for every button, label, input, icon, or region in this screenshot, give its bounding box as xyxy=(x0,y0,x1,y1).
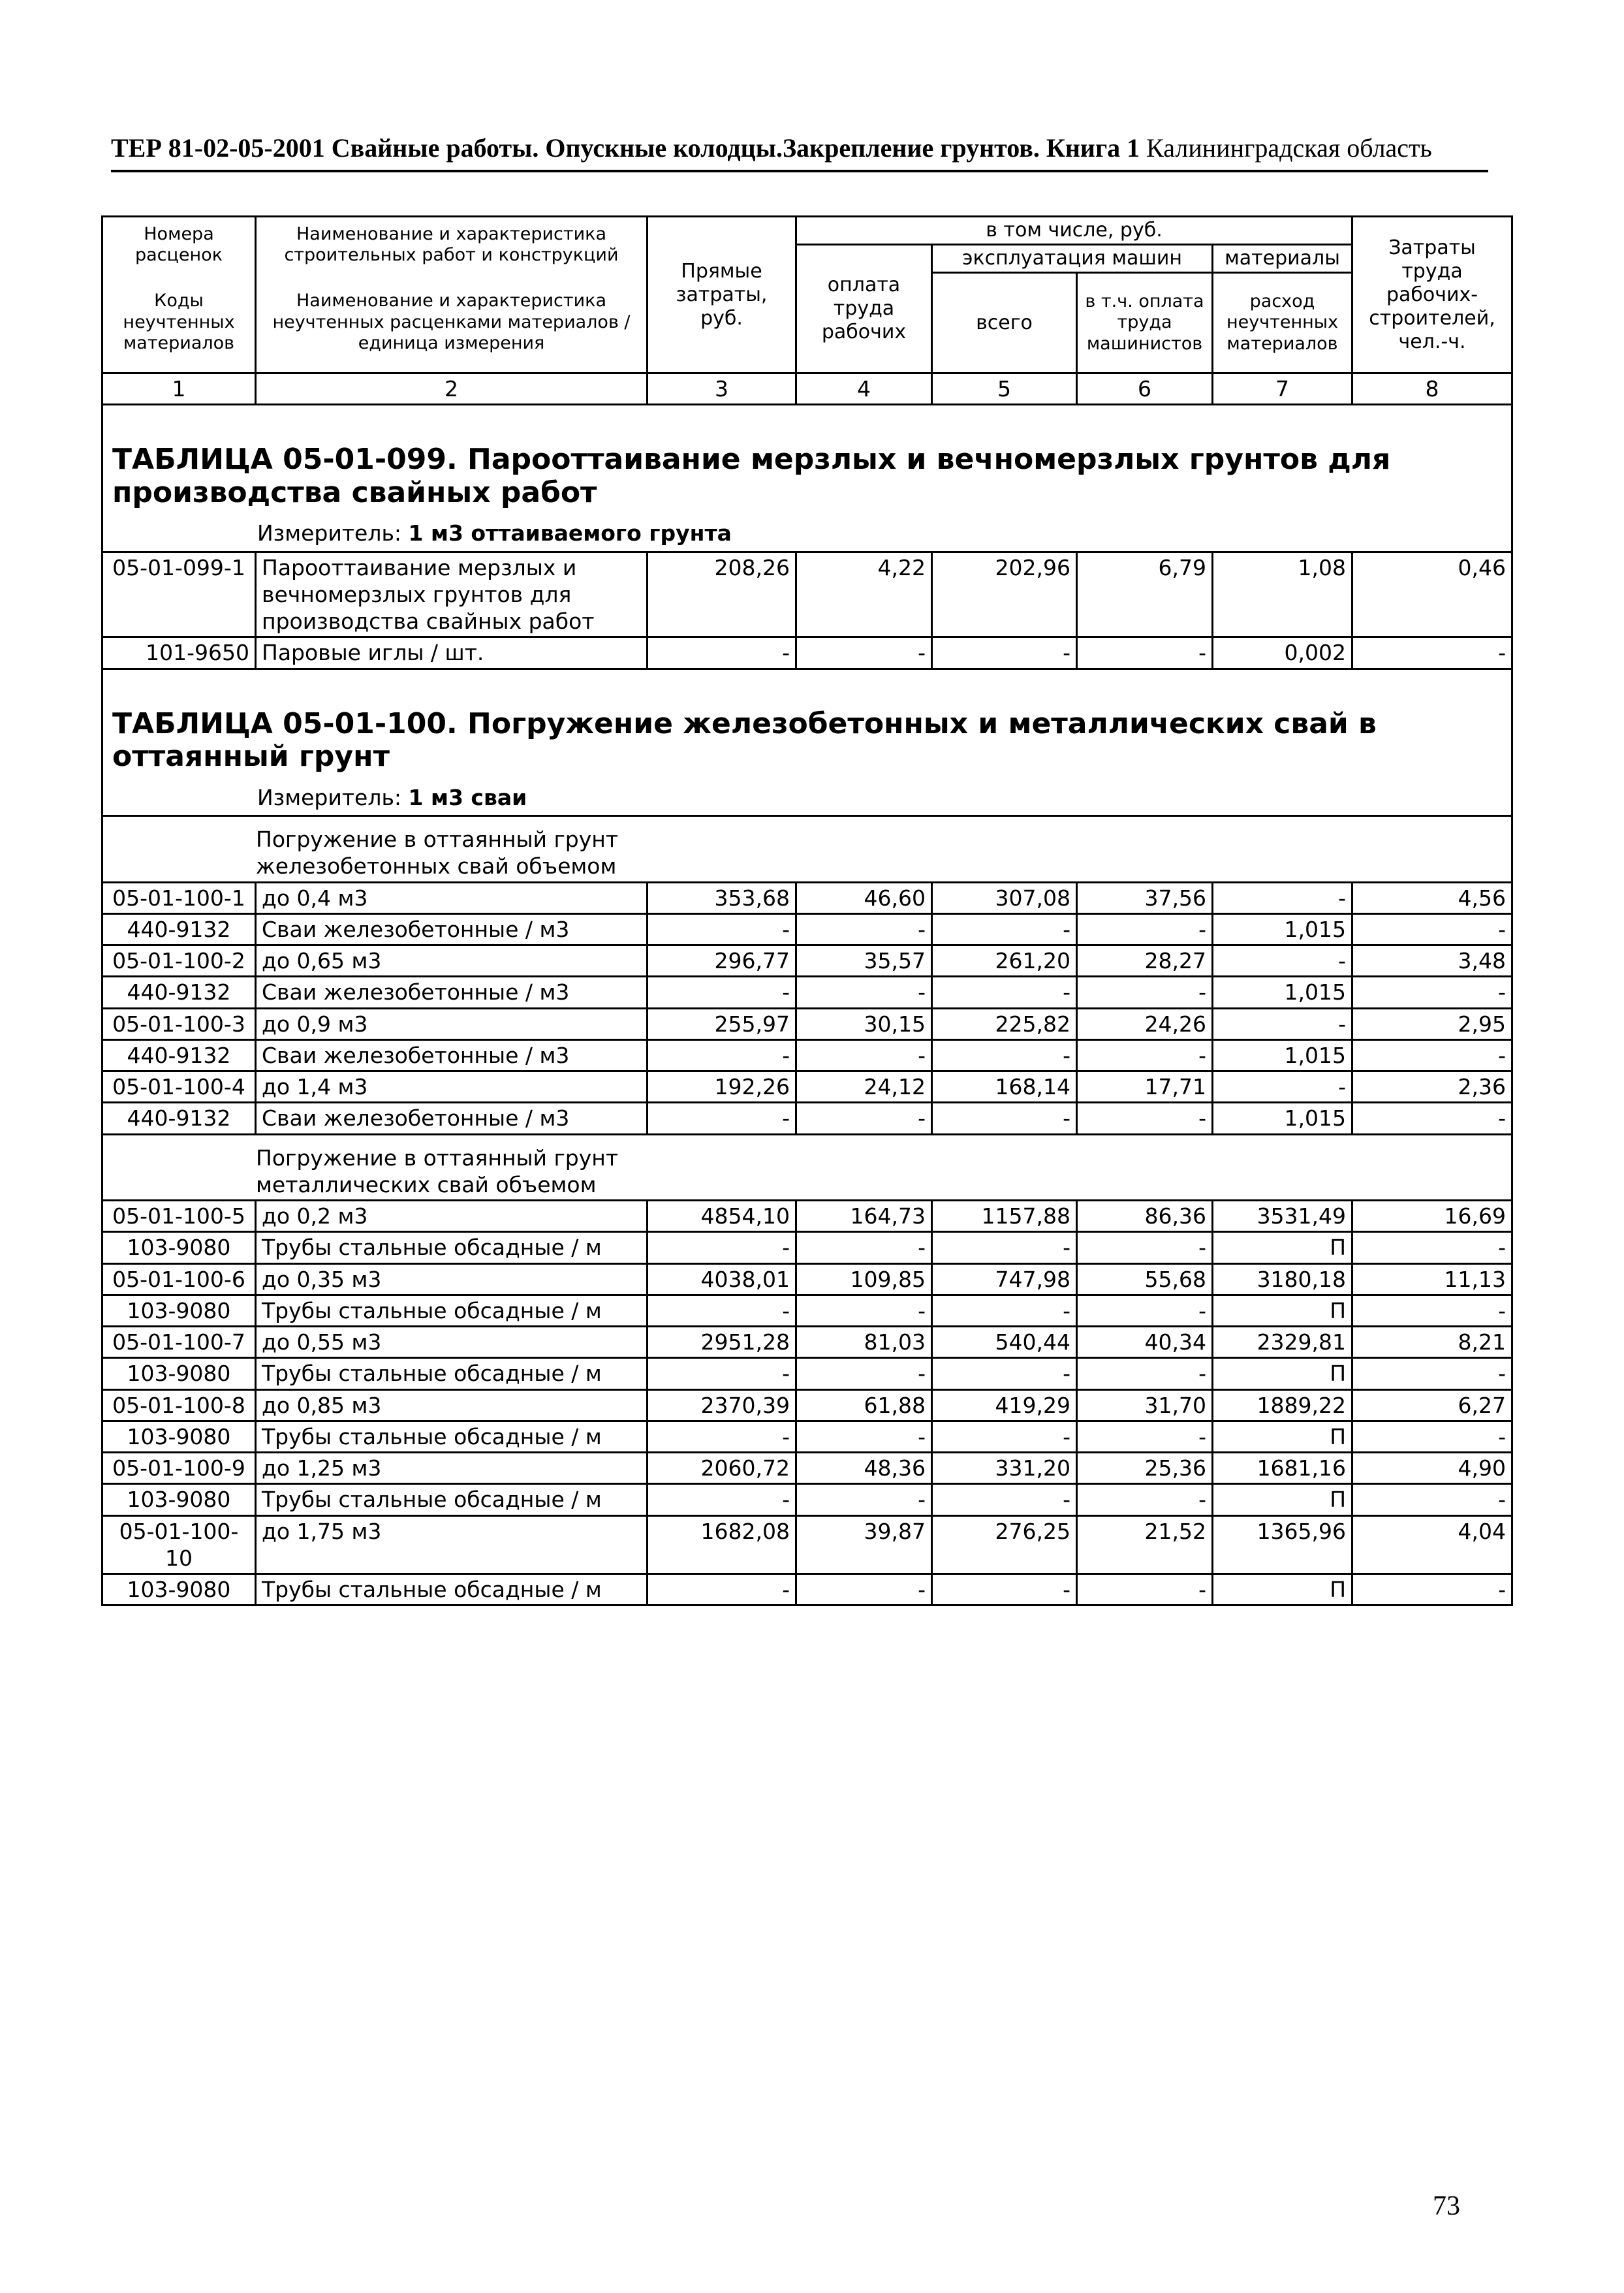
group2-heading-text: Погружение в оттаянный грунт металлических свай объемом xyxy=(256,1145,619,1197)
labor-hours: 8,21 xyxy=(1352,1327,1512,1358)
table-row xyxy=(102,1232,1512,1263)
direct-costs: - xyxy=(648,1421,796,1452)
col-number: 6 xyxy=(1077,373,1213,405)
material-name: Трубы стальные обсадные / м xyxy=(256,1295,648,1326)
operators-pay: 6,79 xyxy=(1077,552,1213,637)
rate-code: 05-01-100-8 xyxy=(102,1389,256,1421)
direct-costs: - xyxy=(648,637,796,669)
direct-costs: - xyxy=(648,1574,796,1605)
labor-hours: 6,27 xyxy=(1352,1389,1512,1421)
operators-pay: - xyxy=(1077,1484,1213,1515)
materials-value: 1,015 xyxy=(1213,1103,1352,1134)
materials-value: 2329,81 xyxy=(1213,1327,1352,1358)
material-name: Сваи железобетонные / м3 xyxy=(256,913,648,945)
col2-bottom-header: Наименование и характеристика неучтенных расценками материалов / единица измерения xyxy=(256,273,648,373)
direct-costs: 2370,39 xyxy=(648,1389,796,1421)
rate-code: 05-01-100-9 xyxy=(102,1453,256,1484)
material-code: 103-9080 xyxy=(102,1484,256,1515)
table-row xyxy=(102,1103,1512,1134)
materials-value: - xyxy=(1213,882,1352,913)
material-code: 103-9080 xyxy=(102,1574,256,1605)
operators-pay: 24,26 xyxy=(1077,1008,1213,1039)
operators-pay: - xyxy=(1077,1232,1213,1263)
materials-value: - xyxy=(1213,1071,1352,1103)
table-row xyxy=(102,1358,1512,1389)
rate-name: до 0,2 м3 xyxy=(256,1201,648,1232)
materials-value: П xyxy=(1213,1232,1352,1263)
table-row xyxy=(102,977,1512,1008)
col1-top-header: Номера расценок xyxy=(102,217,256,273)
rates-table xyxy=(101,215,1513,1606)
labor-pay: - xyxy=(796,1421,932,1452)
operators-pay: - xyxy=(1077,1103,1213,1134)
table-row xyxy=(102,1008,1512,1039)
rate-name: до 0,55 м3 xyxy=(256,1327,648,1358)
measure-value: 1 м3 оттаиваемого грунта xyxy=(408,520,732,546)
measure-label: Измеритель: xyxy=(257,520,402,546)
material-name: Сваи железобетонные / м3 xyxy=(256,977,648,1008)
material-code: 440-9132 xyxy=(102,977,256,1008)
labor-pay: - xyxy=(796,1232,932,1263)
operators-pay: - xyxy=(1077,637,1213,669)
operators-pay: 25,36 xyxy=(1077,1453,1213,1484)
materials-value: 1,015 xyxy=(1213,977,1352,1008)
col-number: 2 xyxy=(256,373,648,405)
materials-value: 3180,18 xyxy=(1213,1263,1352,1295)
group1-heading-text: Погружение в оттаянный грунт железобетонных свай объемом xyxy=(256,827,619,879)
direct-costs: 192,26 xyxy=(648,1071,796,1103)
col6-header: в т.ч. оплата труда машинистов xyxy=(1077,273,1213,373)
labor-pay: - xyxy=(796,1484,932,1515)
labor-hours: - xyxy=(1352,1295,1512,1326)
material-code: 101-9650 xyxy=(102,637,256,669)
material-name: Трубы стальные обсадные / м xyxy=(256,1484,648,1515)
col1-bottom-header: Коды неучтенных материалов xyxy=(102,273,256,373)
direct-costs: 2951,28 xyxy=(648,1327,796,1358)
rate-name: до 1,4 м3 xyxy=(256,1071,648,1103)
col2-top-header: Наименование и характеристика строительных работ и конструкций xyxy=(256,217,648,273)
materials-value: 1681,16 xyxy=(1213,1453,1352,1484)
operators-pay: - xyxy=(1077,1358,1213,1389)
labor-pay: 81,03 xyxy=(796,1327,932,1358)
labor-pay: - xyxy=(796,1358,932,1389)
machines-total: - xyxy=(932,913,1077,945)
materials-value: П xyxy=(1213,1295,1352,1326)
col-number: 7 xyxy=(1213,373,1352,405)
direct-costs: 4038,01 xyxy=(648,1263,796,1295)
labor-hours: 4,56 xyxy=(1352,882,1512,913)
labor-hours: - xyxy=(1352,1232,1512,1263)
materials-value: 1889,22 xyxy=(1213,1389,1352,1421)
labor-hours: 4,90 xyxy=(1352,1453,1512,1484)
direct-costs: - xyxy=(648,1295,796,1326)
operators-pay: 40,34 xyxy=(1077,1327,1213,1358)
direct-costs: 255,97 xyxy=(648,1008,796,1039)
material-code: 440-9132 xyxy=(102,1039,256,1071)
page-header xyxy=(111,132,1488,172)
labor-hours: - xyxy=(1352,1358,1512,1389)
operators-pay: - xyxy=(1077,1421,1213,1452)
labor-pay: - xyxy=(796,1039,932,1071)
col-number: 1 xyxy=(102,373,256,405)
labor-pay: - xyxy=(796,913,932,945)
labor-hours: 2,95 xyxy=(1352,1008,1512,1039)
labor-pay: - xyxy=(796,977,932,1008)
labor-pay: - xyxy=(796,1103,932,1134)
page-number: 73 xyxy=(1433,2191,1460,2221)
machines-total: 261,20 xyxy=(932,945,1077,977)
direct-costs: - xyxy=(648,1358,796,1389)
group2-heading xyxy=(102,1134,1512,1201)
table-row xyxy=(102,1484,1512,1515)
material-code: 103-9080 xyxy=(102,1421,256,1452)
incl-header: в том числе, руб. xyxy=(796,217,1352,245)
labor-hours: - xyxy=(1352,913,1512,945)
labor-hours: 11,13 xyxy=(1352,1263,1512,1295)
col-number: 5 xyxy=(932,373,1077,405)
operators-pay: 17,71 xyxy=(1077,1071,1213,1103)
machines-total: - xyxy=(932,1421,1077,1452)
labor-pay: - xyxy=(796,1295,932,1326)
materials-value: - xyxy=(1213,1008,1352,1039)
col8-header: Затраты труда рабочих-строителей, чел.-ч. xyxy=(1352,217,1512,373)
operators-pay: - xyxy=(1077,913,1213,945)
col5-header: всего xyxy=(932,273,1077,373)
direct-costs: - xyxy=(648,1039,796,1071)
direct-costs: 208,26 xyxy=(648,552,796,637)
labor-pay: - xyxy=(796,1574,932,1605)
operators-pay: - xyxy=(1077,1574,1213,1605)
measure-label: Измеритель: xyxy=(257,784,402,810)
rate-code: 05-01-100-6 xyxy=(102,1263,256,1295)
direct-costs: - xyxy=(648,913,796,945)
material-name: Сваи железобетонные / м3 xyxy=(256,1103,648,1134)
table-row xyxy=(102,1389,1512,1421)
machines-total: - xyxy=(932,1358,1077,1389)
direct-costs: 4854,10 xyxy=(648,1201,796,1232)
direct-costs: - xyxy=(648,1103,796,1134)
labor-pay: 164,73 xyxy=(796,1201,932,1232)
labor-pay: 61,88 xyxy=(796,1389,932,1421)
rate-name: до 0,35 м3 xyxy=(256,1263,648,1295)
direct-costs: 353,68 xyxy=(648,882,796,913)
labor-hours: - xyxy=(1352,1421,1512,1452)
labor-pay: 4,22 xyxy=(796,552,932,637)
machines-total: 202,96 xyxy=(932,552,1077,637)
rate-code: 05-01-100-1 xyxy=(102,882,256,913)
operators-pay: 28,27 xyxy=(1077,945,1213,977)
materials-value: 1,08 xyxy=(1213,552,1352,637)
machines-total: - xyxy=(932,1574,1077,1605)
col-number: 3 xyxy=(648,373,796,405)
labor-hours: - xyxy=(1352,1574,1512,1605)
labor-pay: 35,57 xyxy=(796,945,932,977)
materials-value: П xyxy=(1213,1574,1352,1605)
operators-pay: 37,56 xyxy=(1077,882,1213,913)
col-number: 4 xyxy=(796,373,932,405)
direct-costs: 1682,08 xyxy=(648,1515,796,1574)
col7-header: расход неучтенных материалов xyxy=(1213,273,1352,373)
rate-name: до 1,25 м3 xyxy=(256,1453,648,1484)
direct-costs: - xyxy=(648,1232,796,1263)
table-row xyxy=(102,913,1512,945)
materials-value: 1,015 xyxy=(1213,1039,1352,1071)
table1-title: ТАБЛИЦА 05-01-099. Пароoттаивание мерзлых и вечномерзлых грунтов для производства свайных работ xyxy=(102,405,1512,515)
labor-hours: 4,04 xyxy=(1352,1515,1512,1574)
table-row xyxy=(102,552,1512,637)
table-row xyxy=(102,1295,1512,1326)
table-row xyxy=(102,945,1512,977)
rate-code: 05-01-100-7 xyxy=(102,1327,256,1358)
table-row xyxy=(102,1515,1512,1574)
machines-total: 1157,88 xyxy=(932,1201,1077,1232)
table2-measure xyxy=(102,779,1512,816)
table-row xyxy=(102,1071,1512,1103)
direct-costs: - xyxy=(648,977,796,1008)
measure-value: 1 м3 сваи xyxy=(408,784,527,810)
table-row xyxy=(102,637,1512,669)
table-row xyxy=(102,1201,1512,1232)
rate-name: Пароoттаивание мерзлых и вечномерзлых грунтов для производства свайных работ xyxy=(256,552,648,637)
table2-title: ТАБЛИЦА 05-01-100. Погружение железобетонных и металлических свай в оттаянный грунт xyxy=(102,669,1512,779)
rate-code: 05-01-099-1 xyxy=(102,552,256,637)
table-row xyxy=(102,1327,1512,1358)
materials-value: 1,015 xyxy=(1213,913,1352,945)
materials-value: 3531,49 xyxy=(1213,1201,1352,1232)
labor-pay: 48,36 xyxy=(796,1453,932,1484)
materials-header: материалы xyxy=(1213,245,1352,273)
machines-total: 331,20 xyxy=(932,1453,1077,1484)
column-numbers-row xyxy=(102,373,1512,405)
material-code: 103-9080 xyxy=(102,1232,256,1263)
machines-total: 419,29 xyxy=(932,1389,1077,1421)
machines-total: 225,82 xyxy=(932,1008,1077,1039)
direct-costs: 2060,72 xyxy=(648,1453,796,1484)
material-code: 440-9132 xyxy=(102,1103,256,1134)
group1-rows xyxy=(102,882,1512,1134)
machines-total: - xyxy=(932,1295,1077,1326)
machines-total: 168,14 xyxy=(932,1071,1077,1103)
header-region: Калининградская область xyxy=(1146,133,1432,163)
rate-name: до 0,4 м3 xyxy=(256,882,648,913)
header-book: 1 xyxy=(1127,133,1140,163)
operators-pay: - xyxy=(1077,1039,1213,1071)
col-number: 8 xyxy=(1352,373,1512,405)
machines-total: 747,98 xyxy=(932,1263,1077,1295)
labor-pay: 46,60 xyxy=(796,882,932,913)
table-row xyxy=(102,1574,1512,1605)
rate-code: 05-01-100-2 xyxy=(102,945,256,977)
material-code: 103-9080 xyxy=(102,1358,256,1389)
machines-total: - xyxy=(932,637,1077,669)
machines-total: 540,44 xyxy=(932,1327,1077,1358)
material-code: 103-9080 xyxy=(102,1295,256,1326)
table-row xyxy=(102,1263,1512,1295)
labor-pay: 30,15 xyxy=(796,1008,932,1039)
materials-value: П xyxy=(1213,1421,1352,1452)
labor-pay: 39,87 xyxy=(796,1515,932,1574)
col4-header: оплата труда рабочих xyxy=(796,245,932,373)
table-row xyxy=(102,1421,1512,1452)
machines-total: - xyxy=(932,1103,1077,1134)
labor-hours: 3,48 xyxy=(1352,945,1512,977)
machines-total: 276,25 xyxy=(932,1515,1077,1574)
labor-hours: - xyxy=(1352,1103,1512,1134)
machines-total: - xyxy=(932,1484,1077,1515)
group2-rows xyxy=(102,1201,1512,1605)
col3-header: Прямые затраты, руб. xyxy=(648,217,796,373)
rate-name: до 0,85 м3 xyxy=(256,1389,648,1421)
material-name: Трубы стальные обсадные / м xyxy=(256,1421,648,1452)
material-code: 440-9132 xyxy=(102,913,256,945)
labor-hours: - xyxy=(1352,1039,1512,1071)
labor-hours: - xyxy=(1352,1484,1512,1515)
table-row xyxy=(102,1453,1512,1484)
group1-heading xyxy=(102,816,1512,883)
labor-pay: - xyxy=(796,637,932,669)
labor-hours: 2,36 xyxy=(1352,1071,1512,1103)
operators-pay: 55,68 xyxy=(1077,1263,1213,1295)
rate-name: до 0,65 м3 xyxy=(256,945,648,977)
machines-header: эксплуатация машин xyxy=(932,245,1213,273)
table-row xyxy=(102,882,1512,913)
operators-pay: 86,36 xyxy=(1077,1201,1213,1232)
rate-code: 05-01-100-3 xyxy=(102,1008,256,1039)
machines-total: 307,08 xyxy=(932,882,1077,913)
machines-total: - xyxy=(932,1232,1077,1263)
labor-pay: 24,12 xyxy=(796,1071,932,1103)
table1-measure xyxy=(102,514,1512,552)
operators-pay: 31,70 xyxy=(1077,1389,1213,1421)
header-title: ТЕР 81-02-05-2001 Свайные работы. Опускные колодцы.Закрепление грунтов. Книга xyxy=(111,133,1121,163)
operators-pay: 21,52 xyxy=(1077,1515,1213,1574)
materials-value: 1365,96 xyxy=(1213,1515,1352,1574)
materials-value: П xyxy=(1213,1358,1352,1389)
labor-hours: 16,69 xyxy=(1352,1201,1512,1232)
rate-code: 05-01-100-5 xyxy=(102,1201,256,1232)
material-name: Трубы стальные обсадные / м xyxy=(256,1232,648,1263)
material-name: Сваи железобетонные / м3 xyxy=(256,1039,648,1071)
labor-hours: - xyxy=(1352,977,1512,1008)
direct-costs: 296,77 xyxy=(648,945,796,977)
labor-hours: - xyxy=(1352,637,1512,669)
operators-pay: - xyxy=(1077,1295,1213,1326)
labor-pay: 109,85 xyxy=(796,1263,932,1295)
direct-costs: - xyxy=(648,1484,796,1515)
machines-total: - xyxy=(932,977,1077,1008)
materials-value: П xyxy=(1213,1484,1352,1515)
materials-value: - xyxy=(1213,945,1352,977)
table-row xyxy=(102,1039,1512,1071)
rate-code: 05-01-100-10 xyxy=(102,1515,256,1574)
material-name: Трубы стальные обсадные / м xyxy=(256,1358,648,1389)
material-name: Паровые иглы / шт. xyxy=(256,637,648,669)
operators-pay: - xyxy=(1077,977,1213,1008)
materials-value: 0,002 xyxy=(1213,637,1352,669)
rate-code: 05-01-100-4 xyxy=(102,1071,256,1103)
machines-total: - xyxy=(932,1039,1077,1071)
labor-hours: 0,46 xyxy=(1352,552,1512,637)
rate-name: до 1,75 м3 xyxy=(256,1515,648,1574)
material-name: Трубы стальные обсадные / м xyxy=(256,1574,648,1605)
rate-name: до 0,9 м3 xyxy=(256,1008,648,1039)
